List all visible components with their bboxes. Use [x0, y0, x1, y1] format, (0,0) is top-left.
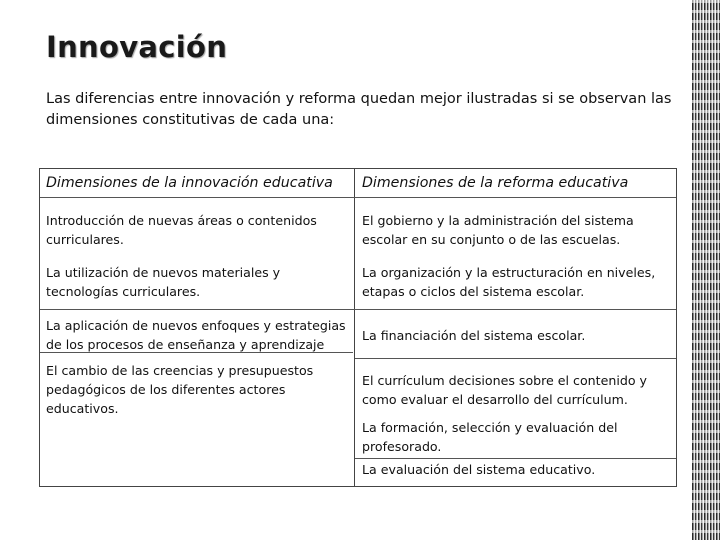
header-reform: Dimensiones de la reforma educativa	[362, 175, 629, 191]
innovation-item: La aplicación de nuevos enfoques y estrategias de los procesos de enseñanza y aprendizaje	[46, 318, 346, 352]
reform-item: La evaluación del sistema educativo.	[362, 462, 596, 477]
row-divider-right	[355, 358, 676, 359]
reform-item: La financiación del sistema escolar.	[362, 328, 586, 343]
row-divider-right-2	[355, 458, 676, 459]
innovation-item: La utilización de nuevos materiales y tecnologías curriculares.	[46, 265, 281, 299]
intro-paragraph: Las diferencias entre innovación y reforma quedan mejor ilustradas si se observan las dimensiones constitutivas de cada una:	[46, 91, 672, 128]
page-title: Innovación	[46, 30, 228, 64]
reform-item: La formación, selección y evaluación del profesorado.	[362, 420, 618, 454]
innovation-item: El cambio de las creencias y presupuestos pedagógicos de los diferentes actores educativos.	[46, 363, 314, 416]
decorative-edge-stripe	[692, 0, 720, 540]
header-divider	[40, 197, 676, 198]
column-divider	[354, 169, 355, 486]
reform-item: La organización y la estructuración en niveles, etapas o ciclos del sistema escolar.	[362, 265, 656, 299]
header-innovation: Dimensiones de la innovación educativa	[46, 175, 333, 191]
innovation-item: Introducción de nuevas áreas o contenidos curriculares.	[46, 213, 317, 247]
row-divider	[40, 309, 676, 310]
reform-item: El gobierno y la administración del sistema escolar en su conjunto o de las escuelas.	[362, 213, 634, 247]
reform-item: El currículum decisiones sobre el contenido y como evaluar el desarrollo del currículum.	[362, 373, 647, 407]
comparison-table	[39, 168, 677, 487]
